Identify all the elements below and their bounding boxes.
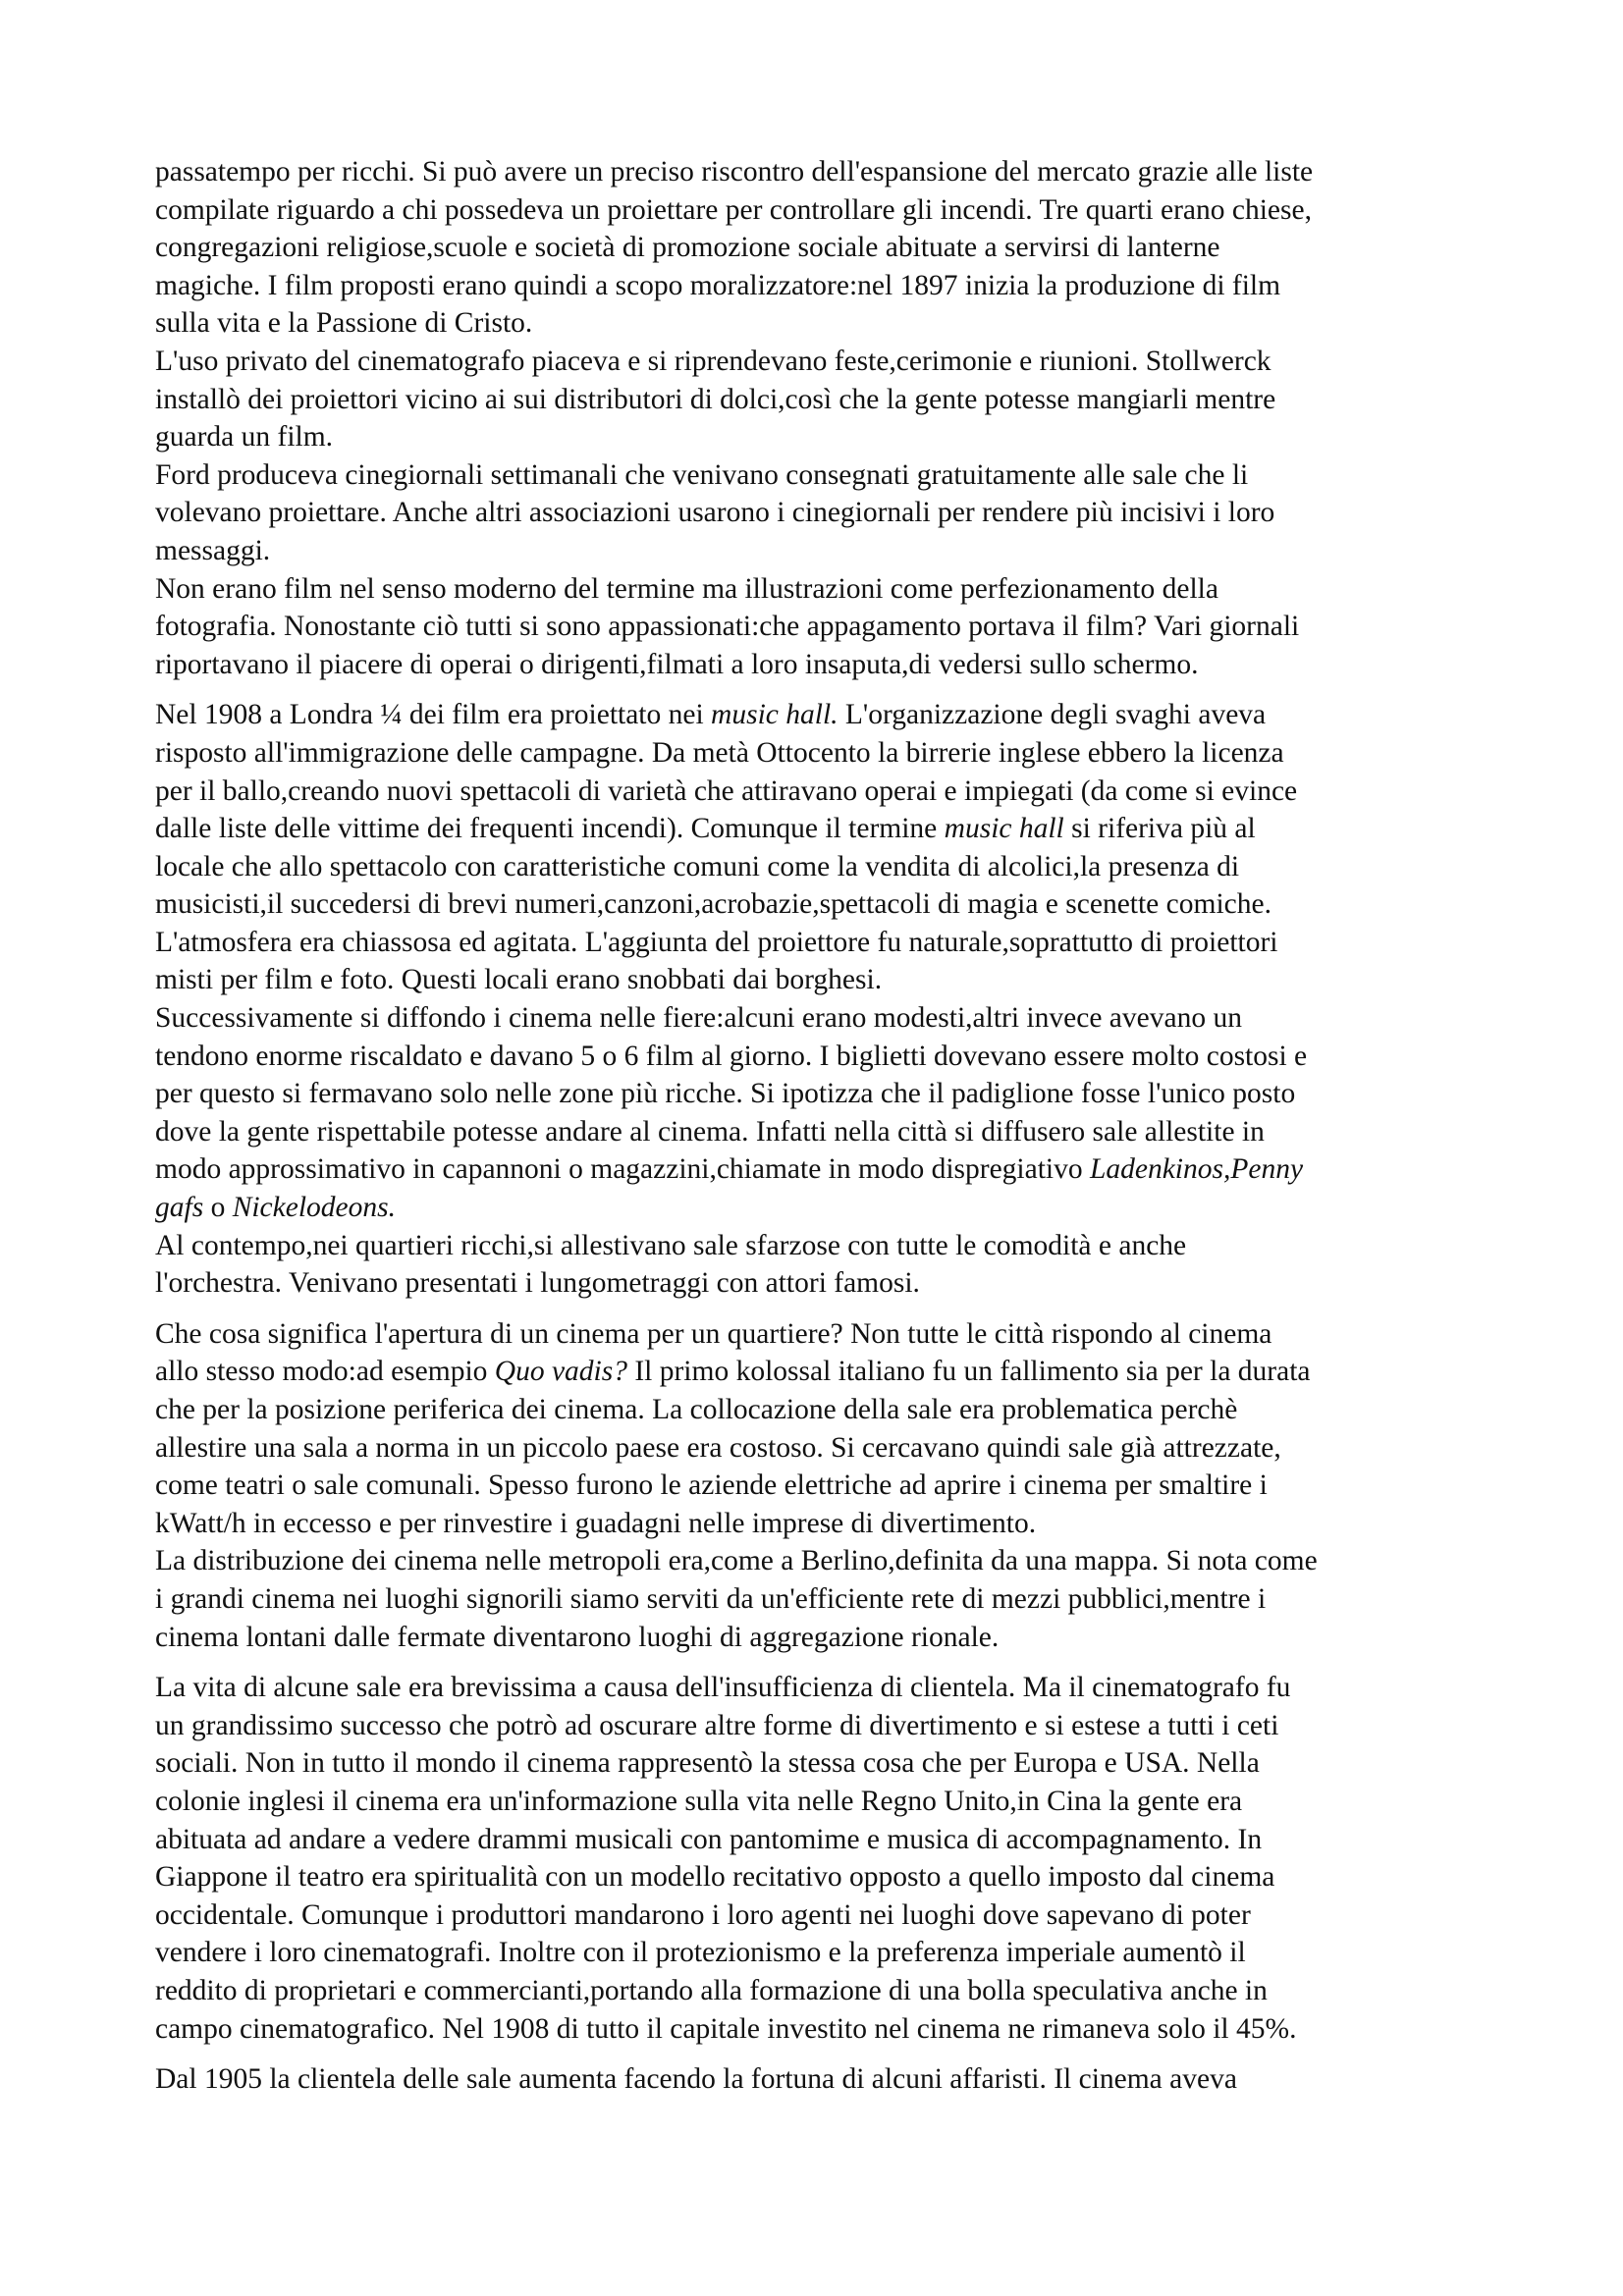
text-segment: Nel 1908 a Londra ¼ dei film era proiettato nei	[155, 699, 712, 731]
italic-term: gafs	[155, 1192, 204, 1224]
text-line	[155, 456, 1483, 495]
text-line	[155, 1189, 1483, 1227]
text-segment: sulla vita e la Passione di Cristo.	[155, 307, 533, 340]
text-line	[155, 773, 1483, 811]
text-line	[155, 153, 1483, 191]
text-segment: locale che allo spettacolo con caratteristiche comuni come la vendita di alcolici,la presenza di	[155, 850, 1240, 882]
text-segment: per il ballo,creando nuovi spettacoli di varietà che attiravano operai e impiegati (da come si evince	[155, 774, 1298, 807]
text-line	[155, 1542, 1483, 1580]
text-line	[155, 1972, 1483, 2010]
text-line	[155, 570, 1483, 609]
text-line	[155, 1619, 1483, 1657]
text-line	[155, 267, 1483, 305]
text-line	[155, 2010, 1483, 2049]
text-segment: dove la gente rispettabile potesse andare al cinema. Infatti nella città si diffusero sale allestite in	[155, 1115, 1265, 1148]
text-line	[155, 381, 1483, 419]
text-segment: La distribuzione dei cinema nelle metropoli era,come a Berlino,definita da una mappa. Si nota come	[155, 1545, 1318, 1577]
paragraph-gap	[155, 2048, 1483, 2060]
text-line	[155, 2060, 1483, 2099]
text-segment: guarda un film.	[155, 421, 334, 454]
italic-term: music hall	[944, 813, 1064, 845]
text-line	[155, 1264, 1483, 1303]
text-segment: kWatt/h in eccesso e per rinvestire i guadagni nelle imprese di divertimento.	[155, 1507, 1037, 1539]
text-segment: reddito di proprietari e commercianti,portando alla formazione di una bolla speculativa anche in	[155, 1974, 1268, 2006]
text-line	[155, 1075, 1483, 1113]
text-line	[155, 494, 1483, 532]
text-segment: congregazioni religiose,scuole e società di promozione sociale abituate a servirsi di lanterne	[155, 232, 1220, 264]
text-segment: che per la posizione periferica dei cinema. La collocazione della sale era problematica perchè	[155, 1394, 1238, 1425]
text-line	[155, 1505, 1483, 1543]
text-line	[155, 1858, 1483, 1896]
text-segment: musicisti,il succedersi di brevi numeri,canzoni,acrobazie,spettacoli di magia e scenette comiche.	[155, 888, 1271, 921]
text-line	[155, 734, 1483, 773]
text-segment: i grandi cinema nei luoghi signorili siamo serviti da un'efficiente rete di mezzi pubblici,mentre i	[155, 1582, 1267, 1615]
text-line	[155, 343, 1483, 381]
text-segment: Successivamente si diffondo i cinema nelle fiere:alcuni erano modesti,altri invece avevano un	[155, 1002, 1242, 1035]
text-segment: si riferiva più al	[1063, 813, 1256, 845]
text-line	[155, 646, 1483, 684]
text-line	[155, 924, 1483, 962]
text-line	[155, 1744, 1483, 1783]
text-line	[155, 1467, 1483, 1505]
text-line	[155, 1669, 1483, 1707]
text-line	[155, 1150, 1483, 1189]
text-segment: installò dei proiettori vicino ai sui distributori di dolci,così che la gente potesse mangiarli mentre	[155, 383, 1276, 415]
text-segment: modo approssimativo in capannoni o magazzini,chiamate in modo dispregiativo	[155, 1153, 1090, 1186]
text-segment: Non erano film nel senso moderno del termine ma illustrazioni come perfezionamento della	[155, 572, 1218, 605]
text-segment: sociali. Non in tutto il mondo il cinema rappresentò la stessa cosa che per Europa e USA. Nella	[155, 1747, 1260, 1780]
text-line	[155, 1113, 1483, 1151]
text-line	[155, 999, 1483, 1038]
text-line	[155, 885, 1483, 924]
italic-term: Ladenkinos,Penny	[1089, 1153, 1304, 1186]
text-line	[155, 1391, 1483, 1429]
text-segment: magiche. I film proposti erano quindi a scopo moralizzatore:nel 1897 inizia la produzione di film	[155, 269, 1281, 301]
text-segment: Giappone il teatro era spiritualità con un modello recitativo opposto a quello imposto dal cinema	[155, 1861, 1275, 1894]
text-line	[155, 229, 1483, 267]
text-line	[155, 696, 1483, 734]
italic-term: Nickelodeons.	[232, 1192, 396, 1224]
text-segment: occidentale. Comunque i produttori mandarono i loro agenti nei luoghi dove sapevano di poter	[155, 1898, 1251, 1931]
text-line	[155, 418, 1483, 456]
text-segment: passatempo per ricchi. Si può avere un preciso riscontro dell'espansione del mercato grazie alle liste	[155, 156, 1314, 187]
text-segment: compilate riguardo a chi possedeva un proiettare per controllare gli incendi. Tre quarti erano chiese,	[155, 193, 1312, 226]
text-segment: Ford produceva cinegiornali settimanali che venivano consegnati gratuitamente alle sale che li	[155, 458, 1249, 491]
text-line	[155, 848, 1483, 886]
text-line	[155, 1896, 1483, 1935]
text-segment: messaggi.	[155, 534, 271, 566]
text-segment: vendere i loro cinematografi. Inoltre con il protezionismo e la preferenza imperiale aumentò il	[155, 1937, 1246, 1969]
text-line	[155, 1821, 1483, 1859]
text-segment: misti per film e foto. Questi locali erano snobbati dai borghesi.	[155, 964, 883, 996]
paragraph-gap	[155, 1303, 1483, 1315]
text-segment: volevano proiettare. Anche altri associazioni usarono i cinegiornali per rendere più incisivi i loro	[155, 497, 1275, 529]
text-line	[155, 532, 1483, 570]
text-line	[155, 304, 1483, 343]
text-segment: Il primo kolossal italiano fu un fallimento sia per la durata	[626, 1356, 1311, 1388]
paragraph-gap	[155, 1656, 1483, 1669]
italic-term: music hall.	[711, 699, 839, 731]
text-segment: L'uso privato del cinematografo piaceva e si riprendevano feste,cerimonie e riunioni. Stollwerck	[155, 345, 1271, 377]
text-line	[155, 810, 1483, 848]
text-segment: allo stesso modo:ad esempio	[155, 1356, 495, 1388]
text-segment: abituata ad andare a vedere drammi musicali con pantomime e musica di accompagnamento. In	[155, 1823, 1263, 1855]
text-line	[155, 191, 1483, 230]
text-segment: per questo si fermavano solo nelle zone più ricche. Si ipotizza che il padiglione fosse l'unico posto	[155, 1078, 1296, 1110]
text-segment: riportavano il piacere di operai o dirigenti,filmati a loro insaputa,di vedersi sullo schermo.	[155, 648, 1199, 680]
text-segment: Che cosa significa l'apertura di un cinema per un quartiere? Non tutte le città rispondo al cinema	[155, 1317, 1272, 1350]
text-segment: tendono enorme riscaldato e davano 5 o 6 film al giorno. I biglietti dovevano essere molto costosi e	[155, 1040, 1308, 1072]
text-line	[155, 1707, 1483, 1745]
text-line	[155, 961, 1483, 999]
paragraph-gap	[155, 683, 1483, 696]
text-segment: l'orchestra. Venivano presentati i lungometraggi con attori famosi.	[155, 1267, 920, 1300]
text-line	[155, 608, 1483, 646]
text-segment: fotografia. Nonostante ciò tutti si sono appassionati:che appagamento portava il film? Vari giornali	[155, 611, 1300, 643]
text-segment: colonie inglesi il cinema era un'informazione sulla vita nelle Regno Unito,in Cina la gente era	[155, 1785, 1243, 1817]
text-segment: allestire una sala a norma in un piccolo paese era costoso. Si cercavano quindi sale già attrezzate,	[155, 1431, 1281, 1464]
text-segment: campo cinematografico. Nel 1908 di tutto il capitale investito nel cinema ne rimaneva solo il 45%.	[155, 2012, 1297, 2045]
text-segment: o	[203, 1192, 233, 1224]
text-segment: La vita di alcune sale era brevissima a causa dell'insufficienza di clientela. Ma il cinematografo fu	[155, 1672, 1291, 1704]
text-segment: Al contempo,nei quartieri ricchi,si allestivano sale sfarzose con tutte le comodità e anche	[155, 1229, 1187, 1261]
text-segment: come teatri o sale comunali. Spesso furono le aziende elettriche ad aprire i cinema per smaltire i	[155, 1469, 1268, 1502]
text-line	[155, 1315, 1483, 1354]
text-line	[155, 1934, 1483, 1972]
text-line	[155, 1227, 1483, 1265]
text-line	[155, 1429, 1483, 1468]
text-segment: Dal 1905 la clientela delle sale aumenta facendo la fortuna di alcuni affaristi. Il cinema aveva	[155, 2063, 1237, 2096]
text-segment: L'organizzazione degli svaghi aveva	[838, 699, 1267, 731]
text-segment: un grandissimo successo che potrò ad oscurare altre forme di divertimento e si estese a tutti i ceti	[155, 1709, 1279, 1741]
text-segment: cinema lontani dalle fermate diventarono luoghi di aggregazione rionale.	[155, 1621, 1000, 1653]
text-segment: L'atmosfera era chiassosa ed agitata. L'aggiunta del proiettore fu naturale,soprattutto di proiettori	[155, 926, 1278, 958]
text-line	[155, 1038, 1483, 1076]
document-body	[155, 153, 1483, 2099]
text-line	[155, 1353, 1483, 1391]
text-line	[155, 1783, 1483, 1821]
text-segment: risposto all'immigrazione delle campagne. Da metà Ottocento la birrerie inglese ebbero la licenza	[155, 736, 1284, 769]
italic-term: Quo vadis?	[494, 1356, 627, 1388]
text-segment: dalle liste delle vittime dei frequenti incendi). Comunque il termine	[155, 813, 945, 845]
text-line	[155, 1580, 1483, 1619]
